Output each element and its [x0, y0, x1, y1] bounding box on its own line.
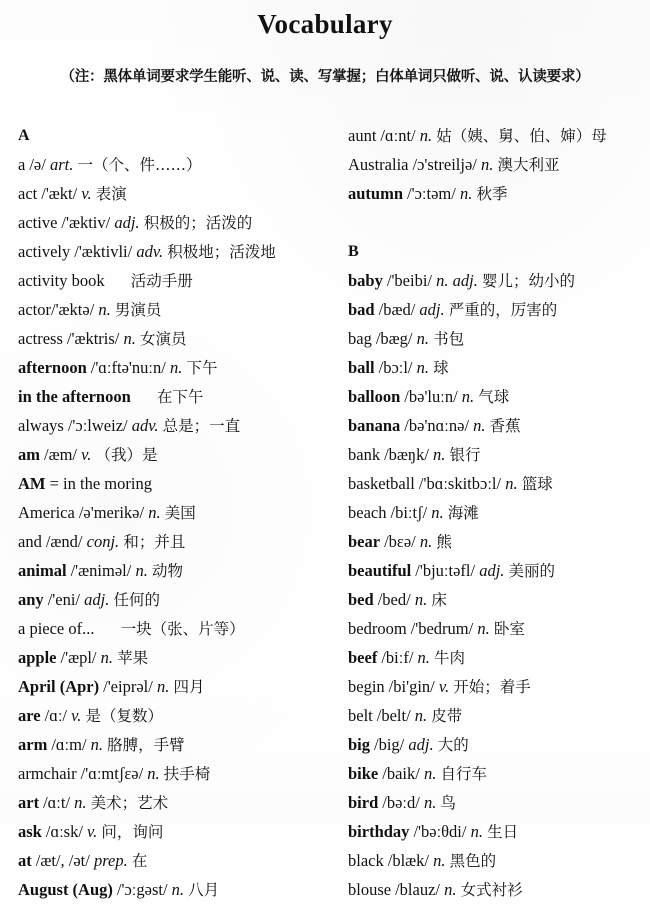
entry-translation: 美术；艺术	[90, 794, 169, 812]
vocabulary-entry	[348, 730, 650, 759]
entry-word: art	[18, 793, 40, 812]
entry-part-of-speech: art.	[49, 155, 74, 174]
entry-part-of-speech: n.	[423, 764, 437, 783]
vocabulary-entry	[348, 788, 650, 817]
entry-word: a piece of...	[18, 619, 95, 638]
entry-translation: 大的	[437, 736, 469, 754]
entry-part-of-speech: adj.	[419, 300, 445, 319]
entry-pronunciation: /bæg/	[375, 329, 413, 348]
entry-pronunciation: /'ɑːmtʃɛə/	[80, 764, 144, 783]
entry-translation: 女演员	[140, 330, 187, 348]
entry-pronunciation: /ɑːnt/	[380, 126, 416, 145]
vocabulary-entry	[348, 875, 650, 904]
vocabulary-entry	[348, 121, 650, 150]
entry-word: August (Aug)	[18, 880, 113, 899]
entry-pronunciation: /'bjuːtəfl/	[415, 561, 476, 580]
entry-translation: 女式衬衫	[460, 881, 523, 899]
entry-word: bear	[348, 532, 381, 551]
entry-pronunciation: /ɔ'streiljə/	[412, 155, 477, 174]
entry-word: bad	[348, 300, 375, 319]
entry-word: beach	[348, 503, 387, 522]
entry-pronunciation: /biːtʃ/	[390, 503, 428, 522]
vocabulary-entry	[18, 643, 336, 672]
entry-word: actor	[18, 300, 51, 319]
vocabulary-entry	[18, 179, 336, 208]
entry-pronunciation: /ɑːsk/	[45, 822, 83, 841]
vocabulary-entry	[18, 237, 336, 266]
vocabulary-entry	[18, 295, 336, 324]
entry-pronunciation: /ɑːt/	[43, 793, 71, 812]
entry-translation: 动物	[151, 562, 183, 580]
entry-part-of-speech: n.	[419, 126, 433, 145]
entry-part-of-speech: n.	[416, 329, 430, 348]
vocabulary-entry	[18, 817, 336, 846]
entry-translation: 生日	[487, 823, 519, 841]
vocabulary-entry	[348, 643, 650, 672]
vocabulary-entry	[18, 324, 336, 353]
entry-pronunciation: /'æniməl/	[70, 561, 132, 580]
vocabulary-entry	[18, 440, 336, 469]
entry-part-of-speech: v.	[81, 184, 92, 203]
entry-word: apple	[18, 648, 57, 667]
entry-pronunciation: /'eni/	[47, 590, 80, 609]
entry-translation: 八月	[188, 881, 220, 899]
entry-part-of-speech: n.	[169, 358, 183, 377]
vocabulary-entry	[18, 498, 336, 527]
entry-translation: 牛肉	[434, 649, 466, 667]
entry-word: animal	[18, 561, 67, 580]
entry-translation: 气球	[478, 388, 510, 406]
entry-word: at	[18, 851, 32, 870]
entry-word: blouse	[348, 880, 392, 899]
vocabulary-entry	[18, 672, 336, 701]
entry-part-of-speech: n.	[433, 851, 446, 870]
vocabulary-entry	[18, 846, 336, 875]
vocabulary-entry	[348, 614, 650, 643]
entry-pronunciation: /'æktiv/	[61, 213, 111, 232]
entry-translation: 问，询问	[101, 823, 164, 841]
entry-translation: 卧室	[493, 620, 525, 638]
entry-translation: 四月	[173, 678, 205, 696]
entry-pronunciation: /bə'luːn/	[404, 387, 458, 406]
vocabulary-entry	[348, 440, 650, 469]
entry-word: autumn	[348, 184, 404, 203]
entry-translation: 和；并且	[123, 533, 186, 551]
entry-pronunciation: /æt/, /ət/	[35, 851, 90, 870]
entry-word: are	[18, 706, 41, 725]
entry-translation: 积极地；活泼地	[167, 243, 276, 261]
entry-translation: 书包	[433, 330, 465, 348]
vocabulary-entry	[348, 556, 650, 585]
vocabulary-entry	[348, 527, 650, 556]
entry-translation: 苹果	[117, 649, 149, 667]
entry-word: bed	[348, 590, 374, 609]
entry-part-of-speech: n.	[459, 184, 473, 203]
entry-word: and	[18, 532, 42, 551]
entry-part-of-speech: n.	[477, 619, 490, 638]
entry-part-of-speech: n.	[74, 793, 87, 812]
entry-part-of-speech: n.	[423, 793, 437, 812]
entry-translation: 黑色的	[449, 852, 497, 870]
entry-pronunciation: /'æktivli/	[74, 242, 133, 261]
entry-part-of-speech: n.	[148, 503, 161, 522]
entry-pronunciation: /ɑːm/	[51, 735, 87, 754]
entry-translation: 严重的，厉害的	[448, 301, 558, 319]
entry-translation: 香蕉	[489, 417, 521, 435]
entry-part-of-speech: n.	[505, 474, 518, 493]
vocabulary-entry	[348, 469, 650, 498]
entry-part-of-speech: n.	[417, 648, 430, 667]
entry-word: baby	[348, 271, 383, 290]
entry-part-of-speech: v.	[71, 706, 82, 725]
entry-pronunciation: /blæk/	[387, 851, 429, 870]
entry-part-of-speech: prep.	[93, 851, 128, 870]
vocabulary-entry	[18, 788, 336, 817]
entry-translation: 海滩	[447, 504, 479, 522]
entry-word: in the afternoon	[18, 387, 131, 406]
entry-translation: 篮球	[521, 475, 553, 493]
entry-word: actress	[18, 329, 63, 348]
vocabulary-entry	[348, 150, 650, 179]
entry-part-of-speech: n.	[90, 735, 104, 754]
entry-translation: 秋季	[476, 185, 508, 203]
entry-word: birthday	[348, 822, 410, 841]
entry-word: a	[18, 155, 26, 174]
vocabulary-entry	[18, 150, 336, 179]
entry-part-of-speech: n.	[414, 706, 428, 725]
entry-word: active	[18, 213, 58, 232]
entry-translation: 表演	[95, 185, 127, 203]
vocabulary-entry	[18, 701, 336, 730]
entry-pronunciation: /ə'merikə/	[78, 503, 145, 522]
entry-translation: 姑（姨、舅、伯、婶）母	[436, 127, 607, 145]
entry-translation: 在	[131, 852, 148, 870]
entry-part-of-speech: n.	[473, 416, 486, 435]
entry-translation: 鸟	[440, 794, 456, 812]
usage-note: （注：黑体单词要求学生能听、说、读、写掌握；白体单词只做听、说、认读要求）	[60, 69, 590, 86]
entry-part-of-speech: n.	[414, 590, 428, 609]
entry-pronunciation: /baik/	[382, 764, 420, 783]
entry-translation: 在下午	[156, 388, 204, 406]
entry-part-of-speech: n.	[470, 822, 483, 841]
entry-pronunciation: /blauz/	[395, 880, 440, 899]
entry-pronunciation: /'eiprəl/	[103, 677, 153, 696]
entry-pronunciation: /'æpl/	[60, 648, 97, 667]
entry-part-of-speech: adv.	[136, 242, 164, 261]
vocabulary-entry	[348, 672, 650, 701]
entry-word: America	[18, 503, 75, 522]
entry-translation: 一块（张、片等）	[120, 620, 245, 638]
entry-part-of-speech: v.	[81, 445, 92, 464]
entry-word: ball	[348, 358, 375, 377]
vocabulary-entry	[18, 759, 336, 788]
entry-translation: 美国	[164, 504, 196, 522]
entry-part-of-speech: adv.	[131, 416, 159, 435]
entry-part-of-speech: n.	[431, 503, 444, 522]
entry-pronunciation: /bəːd/	[382, 793, 420, 812]
entry-translation: 扶手椅	[163, 765, 211, 783]
entry-translation: 胳膊，手臂	[107, 736, 185, 754]
entry-translation: 银行	[449, 446, 481, 464]
vocabulary-entry	[18, 527, 336, 556]
entry-word: bike	[348, 764, 379, 783]
vocabulary-entry	[348, 585, 650, 614]
entry-pronunciation: /'ɔːtəm/	[407, 184, 456, 203]
entry-pronunciation: /ə/	[29, 155, 46, 174]
entry-part-of-speech: n.	[98, 300, 111, 319]
entry-translation: 男演员	[114, 301, 162, 319]
entry-pronunciation: /'æktə/	[50, 300, 95, 319]
entry-pronunciation: /'ɔːgəst/	[116, 880, 168, 899]
entry-word: April (Apr)	[18, 677, 100, 696]
entry-pronunciation: /bə'nɑːnə/	[404, 416, 470, 435]
entry-part-of-speech: n.	[156, 677, 170, 696]
vocabulary-entry	[18, 208, 336, 237]
entry-word: basketball	[348, 474, 415, 493]
entry-part-of-speech: n.	[135, 561, 148, 580]
vocabulary-entry	[18, 353, 336, 382]
entry-translation: 任何的	[113, 591, 160, 609]
entry-part-of-speech: n. adj.	[436, 271, 478, 290]
entry-part-of-speech: v.	[438, 677, 450, 696]
entry-word: actively	[18, 242, 71, 261]
entry-word: banana	[348, 416, 401, 435]
entry-pronunciation: /'ækt/	[41, 184, 78, 203]
entry-translation: 自行车	[440, 765, 487, 783]
entry-word: act	[18, 184, 38, 203]
vocabulary-entry	[348, 498, 650, 527]
entry-part-of-speech: n.	[480, 155, 494, 174]
entry-part-of-speech: n.	[433, 445, 446, 464]
entry-pronunciation: /bi'gin/	[388, 677, 435, 696]
entry-word: big	[348, 735, 371, 754]
entry-word: any	[18, 590, 44, 609]
entry-pronunciation: /æm/	[44, 445, 78, 464]
vocabulary-entry	[348, 411, 650, 440]
entry-part-of-speech: n.	[419, 532, 433, 551]
entry-list-a	[18, 150, 336, 904]
entry-translation: 开始；着手	[453, 678, 531, 696]
entry-translation: 活动手册	[130, 272, 193, 290]
entry-pronunciation: /'beibi/	[386, 271, 432, 290]
entry-pronunciation: /'bɑːskitbɔːl/	[418, 474, 502, 493]
vocabulary-entry	[348, 759, 650, 788]
entry-word: am	[18, 445, 40, 464]
entry-part-of-speech: adj.	[408, 735, 434, 754]
entry-word: bedroom	[348, 619, 407, 638]
section-header-b: B	[348, 243, 359, 260]
entry-translation: 皮带	[431, 707, 463, 725]
entry-translation: 美丽的	[508, 562, 556, 580]
entry-word: activity book	[18, 271, 105, 290]
entry-part-of-speech: n.	[171, 880, 185, 899]
vocabulary-entry	[18, 411, 336, 440]
entry-part-of-speech: n.	[123, 329, 136, 348]
entry-word: ask	[18, 822, 42, 841]
entry-translation: 熊	[436, 533, 452, 551]
vocabulary-entry	[18, 730, 336, 759]
entry-translation: 澳大利亚	[497, 156, 560, 174]
entry-pronunciation: /ɑː/	[44, 706, 67, 725]
entry-word: armchair	[18, 764, 77, 783]
entry-part-of-speech: adj.	[114, 213, 140, 232]
entry-word: balloon	[348, 387, 401, 406]
entry-word: bank	[348, 445, 381, 464]
entry-list-a-continued	[348, 121, 650, 208]
entry-word: arm	[18, 735, 48, 754]
entry-part-of-speech: n.	[461, 387, 475, 406]
entry-pronunciation: /bɔːl/	[378, 358, 413, 377]
vocabulary-entry	[18, 469, 336, 498]
vocabulary-entry	[348, 817, 650, 846]
vocabulary-entry	[18, 382, 336, 411]
section-header-a: A	[18, 127, 30, 144]
entry-part-of-speech: n.	[416, 358, 430, 377]
entry-word: begin	[348, 677, 385, 696]
vocabulary-columns	[0, 121, 650, 904]
vocabulary-entry	[18, 875, 336, 904]
entry-word: bird	[348, 793, 379, 812]
entry-translation: 积极的；活泼的	[143, 214, 253, 232]
entry-word: always	[18, 416, 64, 435]
entry-part-of-speech: n.	[147, 764, 160, 783]
vocabulary-entry	[348, 701, 650, 730]
entry-pronunciation: /bed/	[377, 590, 411, 609]
entry-translation: 是（复数）	[85, 707, 163, 725]
vocabulary-entry	[18, 585, 336, 614]
entry-pronunciation: /big/	[374, 735, 405, 754]
entry-translation: 总是；一直	[162, 417, 241, 435]
vocabulary-entry	[348, 179, 650, 208]
vocabulary-entry	[348, 266, 650, 295]
column-right	[336, 121, 650, 904]
vocabulary-entry	[348, 295, 650, 324]
entry-word: bag	[348, 329, 372, 348]
entry-pronunciation: /bæd/	[378, 300, 416, 319]
entry-translation: 球	[433, 359, 449, 377]
entry-translation: 床	[431, 591, 447, 609]
entry-part-of-speech: n.	[444, 880, 457, 899]
entry-pronunciation: /ænd/	[45, 532, 83, 551]
vocabulary-entry	[18, 556, 336, 585]
entry-expansion: = in the moring	[45, 474, 152, 493]
entry-pronunciation: /bɛə/	[384, 532, 416, 551]
entry-part-of-speech: v.	[87, 822, 98, 841]
entry-pronunciation: /'ɔːlweiz/	[67, 416, 128, 435]
vocabulary-entry	[348, 353, 650, 382]
vocabulary-entry	[348, 324, 650, 353]
page-title: Vocabulary	[257, 9, 393, 39]
entry-translation: 婴儿；幼小的	[481, 272, 575, 290]
entry-part-of-speech: adj.	[84, 590, 110, 609]
vocabulary-entry	[348, 382, 650, 411]
entry-pronunciation: /belt/	[376, 706, 411, 725]
vocabulary-entry	[18, 266, 336, 295]
entry-part-of-speech: conj.	[86, 532, 120, 551]
entry-word: aunt	[348, 126, 377, 145]
entry-word: beef	[348, 648, 378, 667]
entry-translation: 一（个、件……）	[77, 156, 202, 174]
entry-pronunciation: /biːf/	[381, 648, 414, 667]
vocabulary-entry	[348, 846, 650, 875]
entry-word: black	[348, 851, 384, 870]
vocabulary-entry	[18, 614, 336, 643]
entry-word: AM	[18, 474, 46, 493]
column-spacer	[348, 208, 650, 237]
entry-list-b	[348, 266, 650, 904]
entry-part-of-speech: adj.	[479, 561, 505, 580]
entry-word: Australia	[348, 155, 409, 174]
entry-pronunciation: /'bəːθdi/	[413, 822, 467, 841]
entry-pronunciation: /'ɑːftə'nuːn/	[90, 358, 166, 377]
entry-word: afternoon	[18, 358, 87, 377]
entry-pronunciation: /'æktris/	[66, 329, 120, 348]
entry-pronunciation: /bæŋk/	[384, 445, 429, 464]
entry-word: belt	[348, 706, 373, 725]
entry-part-of-speech: n.	[100, 648, 113, 667]
column-left	[0, 121, 336, 904]
entry-pronunciation: /'bedrum/	[410, 619, 474, 638]
entry-translation: 下午	[186, 359, 218, 377]
entry-translation: （我）是	[95, 446, 158, 464]
entry-word: beautiful	[348, 561, 412, 580]
